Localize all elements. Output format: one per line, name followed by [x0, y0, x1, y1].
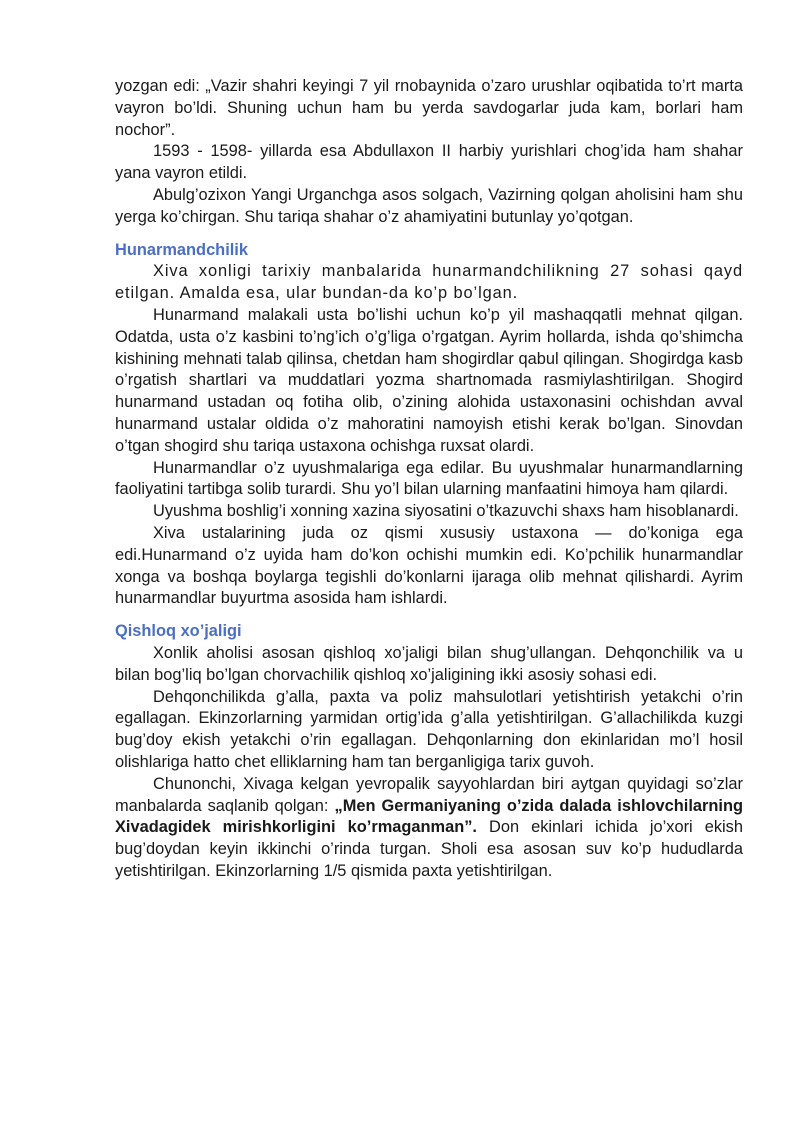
- paragraph-agriculture-3-tail: Don ekinlari ichida jo’xori ekish bug’doydan keyin ikkinchi o’rinda turgan. Sholi esa asosan suv ko’p hududlarda yetishtirilgan. Ekinzorlarning 1/5 qismida paxta yetishtirilgan.: [115, 818, 743, 880]
- paragraph-agriculture-3-lead: Chunonchi, Xivaga kelgan yevropalik sayyohlardan biri aytgan quyidagi so’zlar manbalarda saqlanib qolgan:: [115, 774, 743, 815]
- paragraph-intro-1: yozgan edi: „Vazir shahri keyingi 7 yil rnobaynida o’zaro urushlar oqibatida to’rt marta vayron bo’ldi. Shuning uchun ham bu yerda savdogarlar juda kam, borlari ham nochor”.: [115, 77, 743, 139]
- traveler-quote: „Men Germaniyaning o’zida dalada ishlovchilarning Xivadagidek mirishkorligini ko’rmaganman”.: [115, 796, 743, 837]
- paragraph-crafts-1: Xiva xonligi tarixiy manbalarida hunarmandchilikning 27 sohasi qayd etilgan. Amalda esa, ular bundan-da ko’p bo’lgan.: [115, 262, 743, 303]
- paragraph-crafts-3: Hunarmandlar o’z uyushmalariga ega edilar. Bu uyushmalar hunarmandlarning faoliyatini tartibga solib turardi. Shu yo’l bilan ularning manfaatini himoya ham qilardi.: [115, 458, 743, 499]
- paragraph-crafts-4: Uyushma boshlig’i xonning xazina siyosatini o’tkazuvchi shaxs ham hisoblanardi.: [153, 502, 739, 521]
- section-heading-qishloq-xojaligi: Qishloq xo’jaligi: [115, 622, 242, 641]
- paragraph-crafts-5: Xiva ustalarining juda oz qismi xususiy ustaxona — do’koniga ega edi.Hunarmand o’z uyida ham do’kon ochishi mumkin edi. Ko’pchilik hunarmandlar xonga va boshqa boylarga tegishli do’konlarni ijaraga olib mehnat qilishardi. Ayrim hunarmandlar buyurtma asosida ham ishlardi.: [115, 523, 743, 608]
- section-heading-hunarmandchilik: Hunarmandchilik: [115, 240, 248, 259]
- paragraph-agriculture-2: Dehqonchilikda g’alla, paxta va poliz mahsulotlari yetishtirish yetakchi o’rin egallagan. Ekinzorlarning yarmidan ortig’ida g’alla yetishtirilgan. G’allachilikda kuzgi bug’doy ekish yetakchi o’rin egallagan. Dehqonlarning don ekinlaridan mo’l hosil olishlariga hatto chet elliklarning ham tan berganligiga tarix guvoh.: [115, 687, 743, 771]
- paragraph-intro-2: 1593 - 1598- yillarda esa Abdullaxon II harbiy yurishlari chog’ida ham shahar yana vayron etildi.: [115, 142, 743, 183]
- paragraph-crafts-2: Hunarmand malakali usta bo’lishi uchun ko’p yil mashaqqatli mehnat qilgan. Odatda, usta o’z kasbini to’ng’ich o’g’liga o’rgatgan. Ayrim hollarda, ishda qo’shimcha kishining mehnati talab qilinsa, chetdan ham shogirdlar qabul qilingan. Shogirdga kasb o’rgatish shartlari va muddatlari yozma shartnomada rasmiylashtirilgan. Shogird hunarmand ustadan oq fotiha olib, o’zining alohida ustaxonasini ochishdan avval hunarmand ustalar oldida o’z mahoratini namoyish etishi kerak bo’lgan. Sinovdan o’tgan shogird shu tariqa ustaxona ochishga ruxsat olardi.: [115, 305, 743, 455]
- paragraph-agriculture-3: [115, 774, 743, 883]
- document-page: [115, 76, 743, 883]
- paragraph-agriculture-1: Xonlik aholisi asosan qishloq xo’jaligi bilan shug’ullangan. Dehqonchilik va u bilan bog’liq bo’lgan chorvachilik qishloq xo’jaligining ikki asosiy sohasi edi.: [115, 643, 743, 684]
- paragraph-intro-3: Abulg’ozixon Yangi Urganchga asos solgach, Vazirning qolgan aholisini ham shu yerga ko’chirgan. Shu tariqa shahar o’z ahamiyatini butunlay yo’qotgan.: [115, 185, 743, 226]
